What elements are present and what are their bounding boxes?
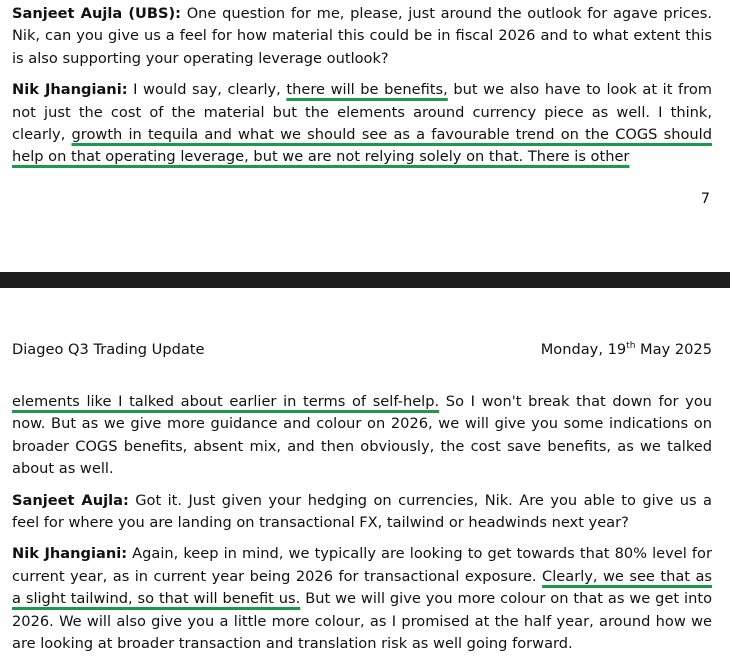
answer-text: but we also have to look at it from not just the cost of the material but the elements around currency piece as well. I think, clearly, — [12, 81, 712, 144]
question-paragraph — [12, 490, 712, 535]
answer-text: I would say, clearly, — [127, 81, 287, 99]
document-title: Diageo Q3 Trading Update — [12, 341, 205, 358]
highlighted-text: growth in tequila and what we should see as a favourable trend on the COGS should help on that operating leverage, but we are not relying solely on that. There is other — [12, 126, 712, 166]
answer-text: But we will give you more colour on that as we get into 2026. We will also give you a little more colour, as I promised at the half year, around how we are looking at broader transaction and translation risk as well going forward. — [12, 590, 712, 653]
question-paragraph — [12, 3, 712, 70]
transcript-page-bottom — [0, 391, 730, 655]
date-ordinal: th — [626, 341, 636, 352]
page-break-bar — [0, 272, 730, 288]
speaker-name: Sanjeet Aujla (UBS): — [12, 5, 181, 22]
highlighted-text: Clearly, we see that as a slight tailwind, so that will benefit us. — [12, 567, 712, 608]
document-header — [12, 339, 712, 361]
date-month-year: May 2025 — [635, 341, 712, 358]
answer-text: So I won't break that down for you now. But as we give more guidance and colour on 2026, we will give you some indications on broader COGS benefits, absent mix, and then obviously, the cost save benefits, as we talked about as well. — [12, 393, 712, 478]
document-date — [541, 339, 712, 361]
transcript-page-top — [0, 3, 730, 169]
speaker-name: Nik Jhangiani: — [12, 545, 128, 563]
answer-text: Again, keep in mind, we typically are looking to get towards that 80% level for current year, as in current year being 2026 for transactional exposure. — [12, 545, 712, 585]
answer-paragraph — [12, 79, 712, 169]
speaker-name: Sanjeet Aujla: — [12, 491, 129, 509]
continued-answer-paragraph — [12, 391, 712, 481]
speaker-name: Nik Jhangiani: — [12, 81, 128, 99]
question-text: One question for me, please, just around the outlook for agave prices. Nik, can you give us a feel for how material this could be in fiscal 2026 and to what extent this is also supporting your operating leverage outlook? — [12, 5, 712, 67]
page-number: 7 — [700, 190, 710, 207]
highlighted-text: there will be benefits, — [286, 81, 448, 99]
highlighted-text: elements like I talked about earlier in terms of self-help. — [12, 393, 440, 410]
question-text: Got it. Just given your hedging on currencies, Nik. Are you able to give us a feel for where you are landing on transactional FX, tailwind or headwinds next year? — [12, 491, 712, 532]
answer-paragraph — [12, 543, 712, 655]
date-day: Monday, 19 — [540, 341, 627, 358]
